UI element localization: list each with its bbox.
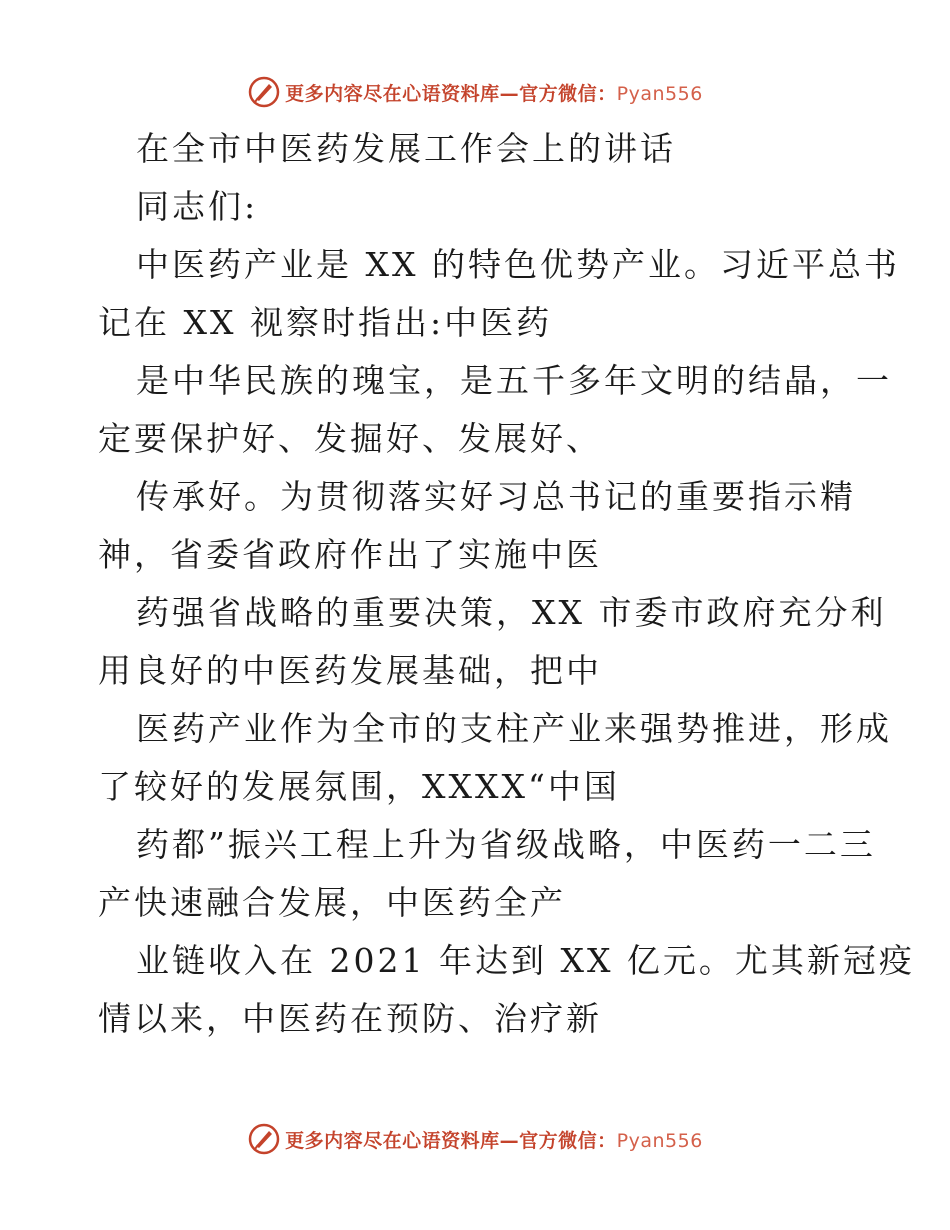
paragraph-line: 产快速融合发展，中医药全产 [98, 883, 566, 922]
paragraph-line: 了较好的发展氛围，XXXX“中国 [98, 767, 620, 806]
watermark-text: 更多内容尽在心语资料库—官方微信：Pyan556 [285, 82, 703, 105]
quill-logo-icon [247, 1122, 281, 1156]
paragraph-line: 情以来，中医药在预防、治疗新 [98, 999, 602, 1038]
paragraph-line: 业链收入在 2021 年达到 XX 亿元。尤其新冠疫 [136, 941, 915, 980]
paragraph-line: 药都”振兴工程上升为省级战略，中医药一二三 [136, 825, 876, 864]
document-title: 在全市中医药发展工作会上的讲话 [136, 129, 676, 168]
document-body [98, 120, 915, 1048]
watermark-banner-top [0, 72, 950, 112]
paragraph-line: 记在 XX 视察时指出:中医药 [98, 303, 553, 342]
paragraph-line: 传承好。为贯彻落实好习总书记的重要指示精 [136, 477, 856, 516]
paragraph-line: 药强省战略的重要决策，XX 市委市政府充分利 [136, 593, 887, 632]
paragraph-line: 神，省委省政府作出了实施中医 [98, 535, 602, 574]
paragraph-line: 中医药产业是 XX 的特色优势产业。习近平总书 [136, 245, 900, 284]
watermark-banner-bottom [0, 1119, 950, 1159]
watermark-text: 更多内容尽在心语资料库—官方微信：Pyan556 [285, 1129, 703, 1152]
salutation: 同志们: [136, 187, 259, 226]
paragraph-line: 医药产业作为全市的支柱产业来强势推进，形成 [136, 709, 892, 748]
paragraph-line: 定要保护好、发掘好、发展好、 [98, 419, 602, 458]
paragraph-line: 是中华民族的瑰宝，是五千多年文明的结晶，一 [136, 361, 892, 400]
paragraph-line: 用良好的中医药发展基础，把中 [98, 651, 602, 690]
quill-logo-icon [247, 75, 281, 109]
